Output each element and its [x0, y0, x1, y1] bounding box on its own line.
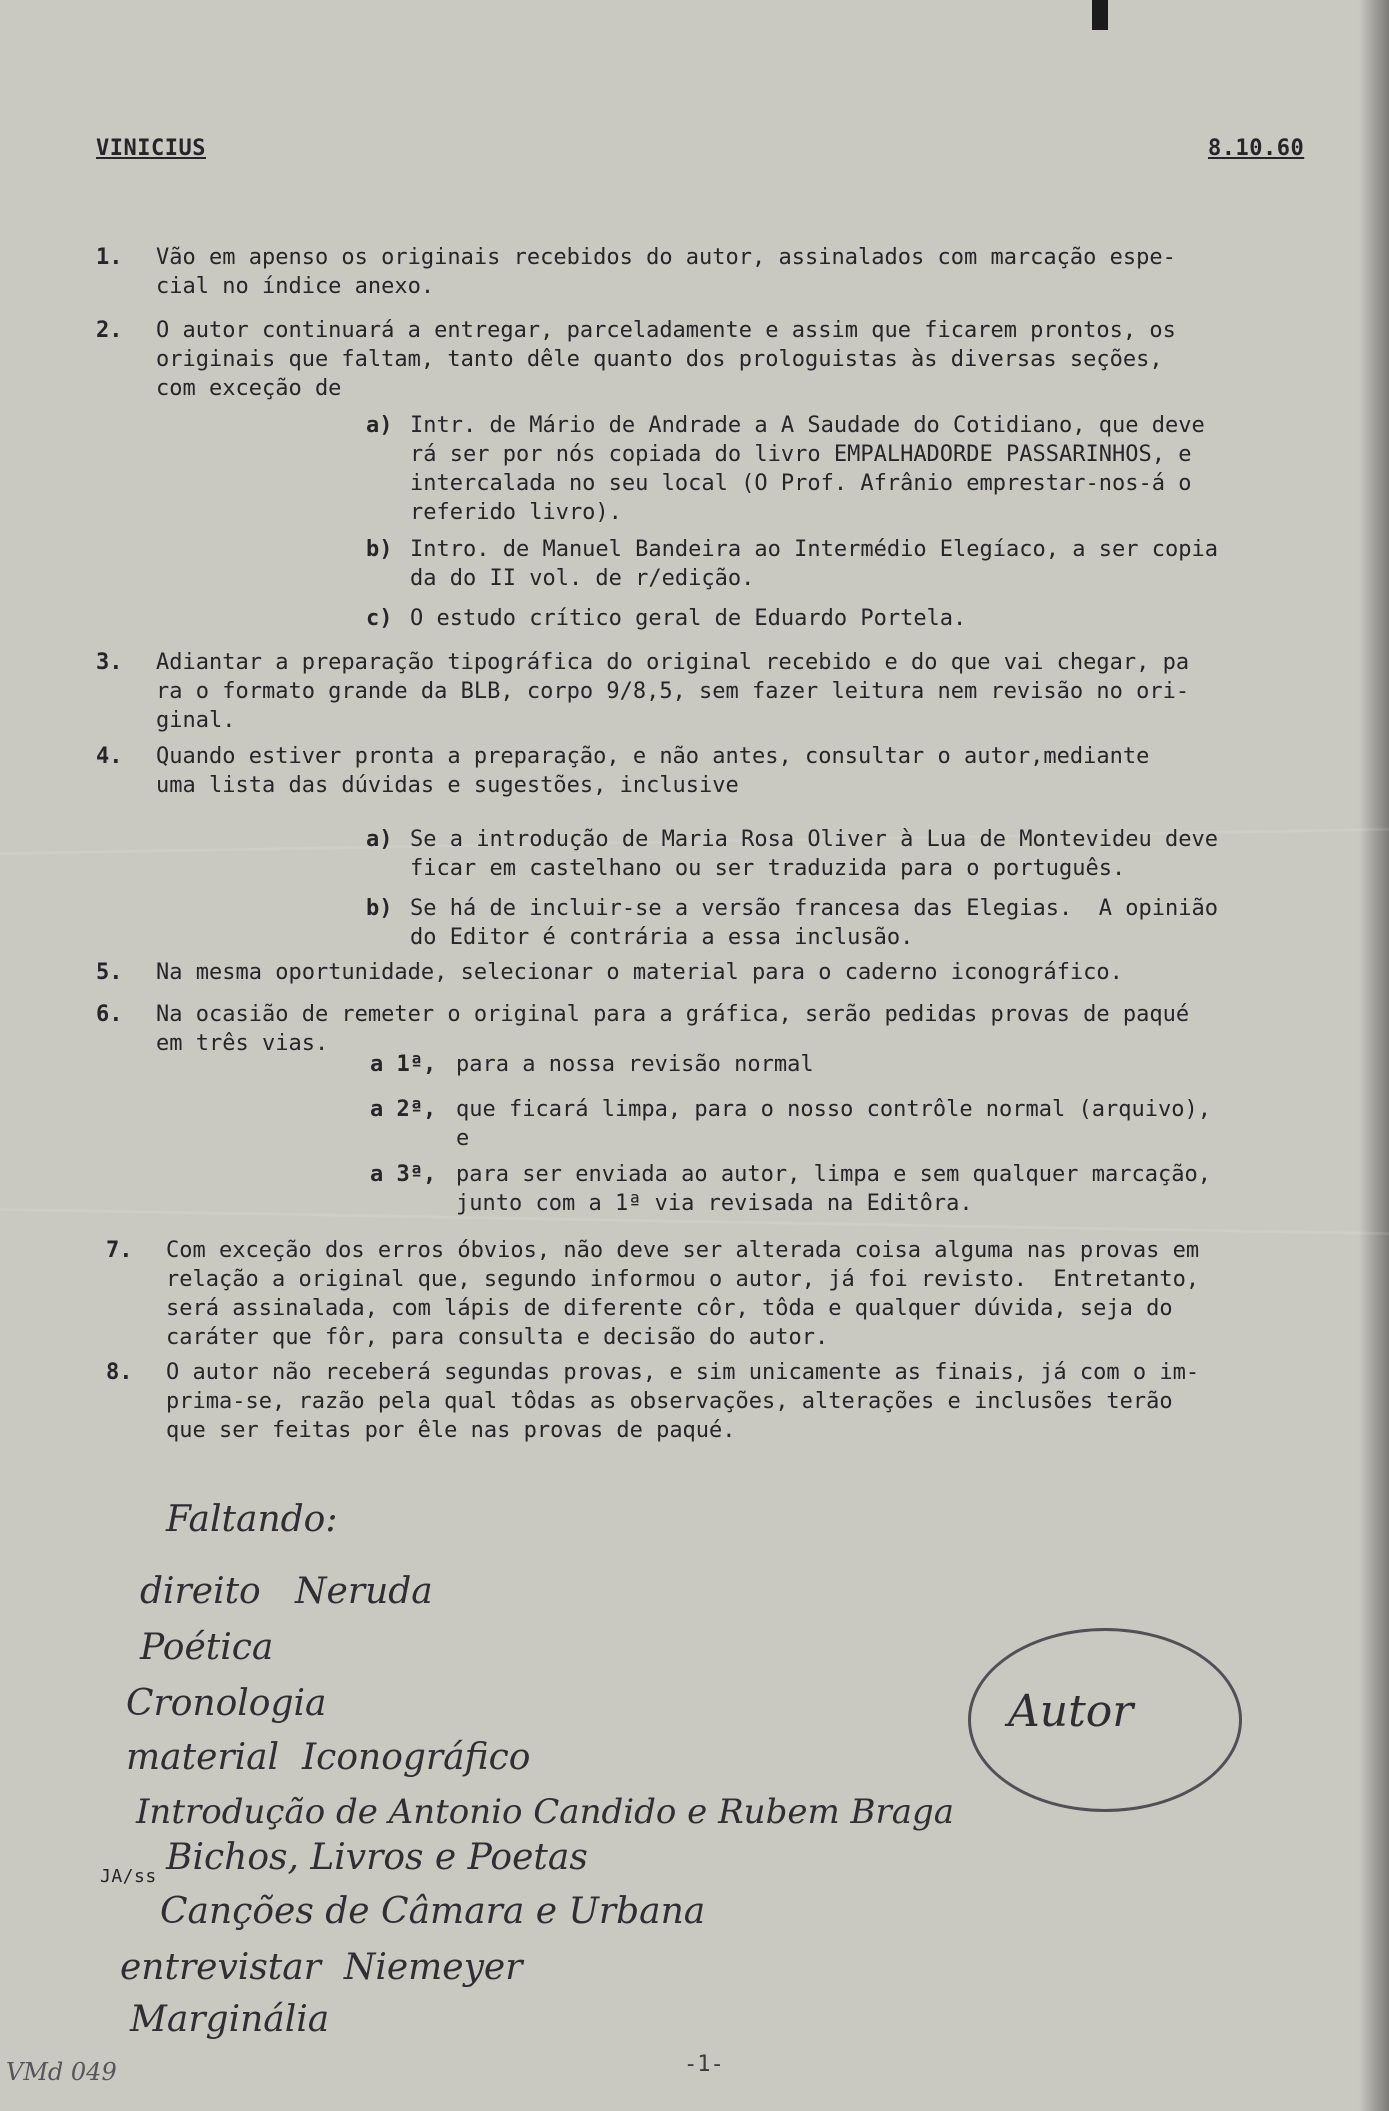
text-line: e [456, 1126, 470, 1151]
item-number: 6. [96, 1002, 123, 1027]
handwritten-note: Marginália [130, 1999, 330, 2040]
subitem-text [410, 411, 1205, 527]
item-text [156, 742, 1149, 800]
text-line: Se a introdução de Maria Rosa Oliver à Lua de Montevideu deve [410, 827, 1218, 852]
text-line: que ser feitas por êle nas provas de paqué. [166, 1418, 736, 1443]
text-line: para a nossa revisão normal [456, 1052, 814, 1077]
text-line: com exceção de [156, 376, 342, 401]
text-line: caráter que fôr, para consulta e decisão do autor. [166, 1325, 829, 1350]
item-number: 3. [96, 650, 123, 675]
handwritten-note: direito Neruda [140, 1571, 433, 1612]
text-line: da do II vol. de r/edição. [410, 566, 755, 591]
subitem-text [456, 1050, 814, 1079]
text-line: intercalada no seu local (O Prof. Afrânio emprestar-nos-á o [410, 471, 1192, 496]
binder-tab [1092, 0, 1108, 30]
text-line: será assinalada, com lápis de diferente côr, tôda e qualquer dúvida, seja do [166, 1296, 1173, 1321]
item-number: 7. [106, 1238, 133, 1263]
text-line: rá ser por nós copiada do livro EMPALHADORDE PASSARINHOS, e [410, 442, 1192, 467]
subitem-text [410, 825, 1218, 883]
text-line: uma lista das dúvidas e sugestões, inclusive [156, 773, 739, 798]
text-line: Intr. de Mário de Andrade a A Saudade do Cotidiano, que deve [410, 413, 1205, 438]
subitem-label: a 1ª, [370, 1052, 437, 1077]
subitem-text [456, 1095, 1211, 1153]
subitem-label: b) [366, 896, 393, 921]
subitem-text [410, 604, 966, 633]
handwritten-note: entrevistar Niemeyer [120, 1947, 523, 1988]
text-line: ginal. [156, 708, 236, 733]
text-line: referido livro). [410, 500, 622, 525]
subitem-label: a 2ª, [370, 1097, 437, 1122]
handwritten-note: material Iconográfico [126, 1737, 531, 1778]
text-line: Se há de incluir-se a versão francesa das Elegias. A opinião [410, 896, 1218, 921]
item-text [156, 648, 1189, 735]
text-line: Intro. de Manuel Bandeira ao Intermédio Elegíaco, a ser copia [410, 537, 1218, 562]
handwritten-note: Poética [140, 1627, 274, 1668]
text-line: junto com a 1ª via revisada na Editôra. [456, 1191, 973, 1216]
text-line: Adiantar a preparação tipográfica do original recebido e do que vai chegar, pa [156, 650, 1190, 675]
handwritten-note: Canções de Câmara e Urbana [160, 1891, 706, 1932]
subitem-label: a) [366, 413, 393, 438]
subitem-text [410, 535, 1218, 593]
text-line: originais que faltam, tanto dêle quanto dos prologuistas às diversas seções, [156, 347, 1163, 372]
item-text [166, 1236, 1199, 1352]
page-edge-shadow [1359, 0, 1389, 2111]
handwritten-note: Introdução de Antonio Candido e Rubem Braga [136, 1792, 955, 1832]
handwritten-note: Cronologia [126, 1683, 327, 1724]
text-line: O autor não receberá segundas provas, e sim unicamente as finais, já com o im- [166, 1360, 1200, 1385]
subitem-label: a 3ª, [370, 1162, 437, 1187]
text-line: prima-se, razão pela qual tôdas as observações, alterações e inclusões terão [166, 1389, 1173, 1414]
text-line: ficar em castelhano ou ser traduzida para o português. [410, 856, 1126, 881]
subitem-label: c) [366, 606, 393, 631]
item-number: 2. [96, 318, 123, 343]
text-line: O autor continuará a entregar, parceladamente e assim que ficarem prontos, os [156, 318, 1176, 343]
text-line: Com exceção dos erros óbvios, não deve ser alterada coisa alguma nas provas em [166, 1238, 1200, 1263]
catalog-code: VMd 049 [6, 2058, 117, 2086]
item-number: 4. [96, 744, 123, 769]
subitem-text [410, 894, 1218, 952]
subitem-label: b) [366, 537, 393, 562]
text-line: Vão em apenso os originais recebidos do autor, assinalados com marcação espe- [156, 245, 1176, 270]
text-line: Na mesma oportunidade, selecionar o material para o caderno iconográfico. [156, 960, 1123, 985]
handwritten-note: Bichos, Livros e Poetas [166, 1837, 588, 1878]
item-text [156, 316, 1176, 403]
text-line: relação a original que, segundo informou o autor, já foi revisto. Entretanto, [166, 1267, 1200, 1292]
typist-initials: JA/ss [100, 1866, 157, 1887]
text-line: cial no índice anexo. [156, 274, 435, 299]
header-title: VINICIUS [96, 136, 206, 161]
text-line: para ser enviada ao autor, limpa e sem qualquer marcação, [456, 1162, 1211, 1187]
item-number: 1. [96, 245, 123, 270]
text-line: ra o formato grande da BLB, corpo 9/8,5, sem fazer leitura nem revisão no ori- [156, 679, 1190, 704]
text-line: do Editor é contrária a essa inclusão. [410, 925, 914, 950]
item-text [166, 1358, 1199, 1445]
text-line: Quando estiver pronta a preparação, e não antes, consultar o autor,mediante [156, 744, 1150, 769]
item-text [156, 958, 1123, 987]
item-number: 8. [106, 1360, 133, 1385]
handwritten-note: Faltando: [166, 1499, 338, 1540]
subitem-text [456, 1160, 1211, 1218]
text-line: que ficará limpa, para o nosso contrôle normal (arquivo), [456, 1097, 1211, 1122]
circled-annotation-text: Autor [1008, 1686, 1134, 1737]
item-text [156, 243, 1176, 301]
text-line: O estudo crítico geral de Eduardo Portela. [410, 606, 967, 631]
subitem-label: a) [366, 827, 393, 852]
item-number: 5. [96, 960, 123, 985]
page-number: -1- [684, 2052, 724, 2077]
text-line: em três vias. [156, 1031, 329, 1056]
text-line: Na ocasião de remeter o original para a gráfica, serão pedidas provas de paqué [156, 1002, 1190, 1027]
header-date: 8.10.60 [1208, 136, 1305, 161]
